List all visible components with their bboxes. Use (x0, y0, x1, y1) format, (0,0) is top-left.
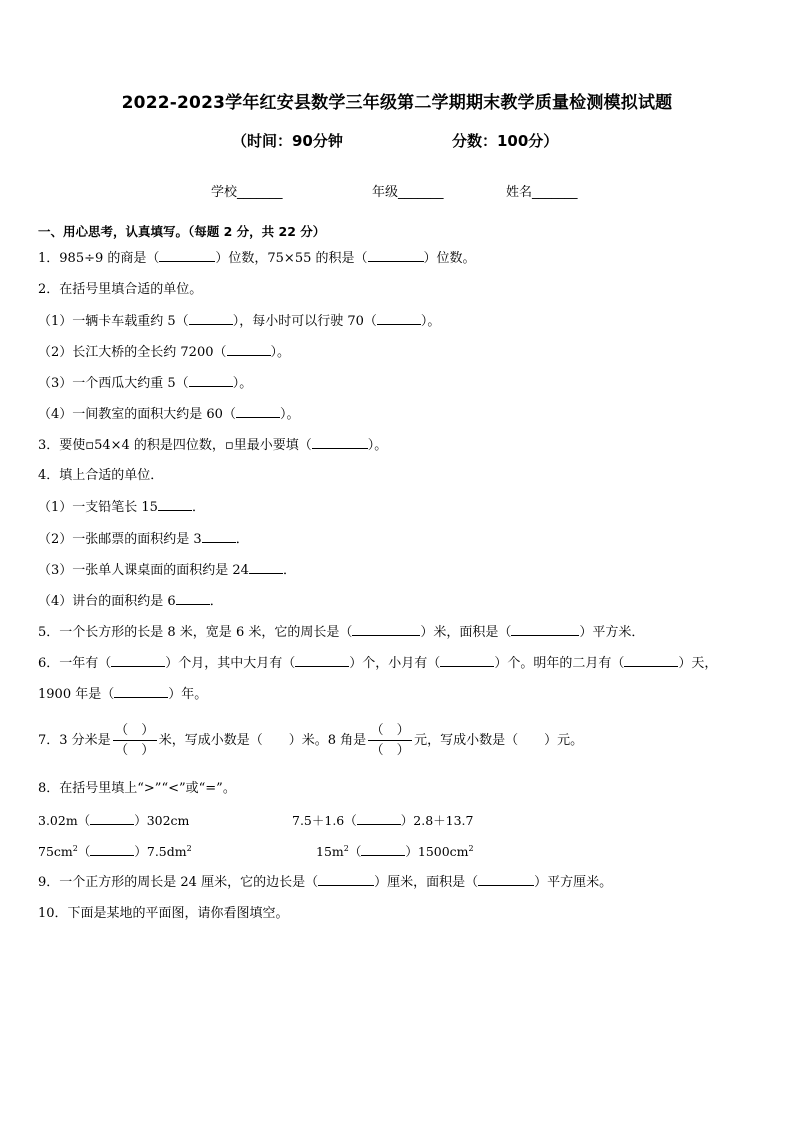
q7-text-a: 7．3 分米是 (38, 733, 111, 748)
answer-blank (368, 249, 424, 262)
answer-blank (158, 498, 192, 511)
exam-title: 2022-2023学年红安县数学三年级第二学期期末教学质量检测模拟试题 (121, 93, 673, 113)
q8-compare-4 (316, 842, 474, 860)
q6-text-d: ）个。明年的二月有（ (494, 656, 625, 671)
question-8-stem: 8．在括号里填上“>”“<”或“=”。 (38, 781, 236, 796)
q6-text-c: ）个，小月有（ (349, 656, 441, 671)
answer-blank (361, 843, 405, 856)
fraction-denominator (371, 742, 410, 759)
paren-open: （ (115, 743, 129, 758)
question-2-sub-4 (38, 405, 299, 424)
q6-text-g: ）年。 (168, 687, 208, 702)
paren-close: ） (141, 723, 155, 738)
answer-blank (176, 592, 210, 605)
q6-text-a: 6．一年有（ (38, 656, 112, 671)
q6-text-e: ）天， (678, 656, 718, 671)
question-6-line-2 (38, 685, 207, 704)
school-field: 学校_______ (211, 185, 283, 200)
question-1 (38, 249, 476, 268)
question-10: 10．下面是某地的平面图，请你看图填空。 (38, 906, 289, 921)
q4-s4-text: （4）讲台的面积约是 6 (38, 594, 176, 609)
q2-s3-text-b: ）。 (232, 376, 253, 391)
paren-close: ） (396, 743, 410, 758)
q3-text-a: 3．要使▫54×4 的积是四位数，▫里最小要填（ (38, 438, 312, 453)
q2-s3-text-a: （3）一个西瓜大约重 5（ (38, 376, 189, 391)
fraction-bar (113, 740, 157, 741)
answer-blank (249, 561, 283, 574)
question-2-sub-3 (38, 374, 252, 393)
question-6-line-1 (38, 654, 717, 673)
fraction-numerator (115, 722, 154, 739)
question-4-sub-4 (38, 592, 223, 611)
q8-compare-2 (292, 811, 473, 829)
answer-blank (357, 812, 401, 825)
question-4-stem: 4．填上合适的单位． (38, 468, 164, 483)
fraction-denominator (115, 742, 154, 759)
q1-text-c: ）位数。 (423, 251, 476, 266)
paren-open: （ (370, 723, 384, 738)
q5-text-b: ）米，面积是（ (420, 625, 512, 640)
q6-text-f: 1900 年是（ (38, 687, 115, 702)
q4-period: ． (282, 563, 296, 578)
answer-blank (624, 654, 678, 667)
q8-r1l-text-b: ）302cm (134, 813, 190, 828)
answer-blank (511, 623, 579, 636)
superscript-2: 2 (72, 844, 78, 853)
question-9 (38, 873, 612, 892)
answer-blank (352, 623, 420, 636)
q8-r2r-text-b: （ (348, 844, 362, 859)
answer-blank (377, 312, 421, 325)
q9-text-a: 9．一个正方形的周长是 24 厘米，它的边长是（ (38, 875, 319, 890)
paren-close: ） (141, 743, 155, 758)
q4-s2-text: （2）一张邮票的面积约是 3 (38, 532, 202, 547)
question-2-sub-1 (38, 312, 440, 331)
question-3 (38, 436, 387, 455)
q8-r1l-text-a: 3.02m（ (38, 813, 91, 828)
grade-field: 年级_______ (372, 185, 444, 200)
q8-r1r-text-b: ）2.8＋13.7 (400, 813, 474, 828)
q2-s2-text-b: ）。 (270, 345, 291, 360)
q3-text-b: ）。 (367, 438, 388, 453)
question-7 (38, 718, 583, 764)
q4-period: ． (209, 594, 223, 609)
q8-compare-3 (38, 842, 192, 860)
exam-score: 分数：100分） (452, 132, 559, 150)
q1-text-a: 1．985÷9 的商是（ (38, 251, 160, 266)
q8-compare-1 (38, 811, 189, 829)
answer-blank (90, 843, 134, 856)
exam-time: （时间：90分钟 (232, 132, 343, 150)
question-4-sub-3 (38, 561, 296, 580)
fraction-bar (368, 740, 412, 741)
answer-blank (227, 343, 271, 356)
q2-s1-text-c: ）。 (420, 314, 441, 329)
q5-text-a: 5．一个长方形的长是 8 米，宽是 6 米，它的周长是（ (38, 625, 353, 640)
section-heading: 一、用心思考，认真填写。（每题 2 分，共 22 分） (38, 224, 326, 239)
answer-blank (90, 812, 134, 825)
q5-text-c: ）平方米． (579, 625, 645, 640)
q8-r2l-text-a: 75cm (38, 844, 73, 859)
question-5 (38, 623, 644, 642)
q9-text-c: ）平方厘米。 (534, 875, 613, 890)
q8-r1r-text-a: 7.5＋1.6（ (292, 813, 357, 828)
answer-blank (478, 873, 534, 886)
q4-period: ． (235, 532, 249, 547)
answer-blank (295, 654, 349, 667)
answer-blank (159, 249, 215, 262)
q6-text-b: ）个月，其中大月有（ (165, 656, 296, 671)
superscript-2: 2 (468, 844, 474, 853)
superscript-2: 2 (343, 844, 349, 853)
superscript-2: 2 (186, 844, 192, 853)
question-4-sub-2 (38, 530, 249, 549)
paren-close: ） (396, 723, 410, 738)
q2-s4-text-a: （4）一间教室的面积大约是 60（ (38, 407, 236, 422)
fraction-blank (368, 722, 412, 759)
answer-blank (202, 530, 236, 543)
answer-blank (440, 654, 494, 667)
q2-s2-text-a: （2）长江大桥的全长约 7200（ (38, 345, 227, 360)
question-2-sub-2 (38, 343, 290, 362)
q7-text-b: 米，写成小数是（ ）米。8 角是 (158, 733, 367, 748)
paren-open: （ (370, 743, 384, 758)
q8-r2l-text-c: ）7.5dm (134, 844, 187, 859)
q2-s4-text-b: ）。 (279, 407, 300, 422)
q8-r2l-text-b: （ (77, 844, 91, 859)
q2-s1-text-a: （1）一辆卡车载重约 5（ (38, 314, 189, 329)
name-field: 姓名_______ (506, 185, 578, 200)
q2-s1-text-b: ），每小时可以行驶 70（ (232, 314, 377, 329)
fraction-numerator (371, 722, 410, 739)
answer-blank (312, 436, 368, 449)
answer-blank (189, 312, 233, 325)
q8-r2r-text-c: ）1500cm (405, 844, 469, 859)
answer-blank (189, 374, 233, 387)
q4-s1-text: （1）一支铅笔长 15 (38, 500, 158, 515)
answer-blank (114, 685, 168, 698)
q4-s3-text: （3）一张单人课桌面的面积约是 24 (38, 563, 249, 578)
answer-blank (236, 405, 280, 418)
question-2-stem: 2．在括号里填合适的单位。 (38, 282, 203, 297)
q8-r2r-text-a: 15m (316, 844, 344, 859)
question-4-sub-1 (38, 498, 205, 517)
q7-text-c: 元，写成小数是（ ）元。 (414, 733, 584, 748)
q1-text-b: ）位数，75×55 的积是（ (215, 251, 368, 266)
answer-blank (318, 873, 374, 886)
q4-period: ． (191, 500, 205, 515)
paren-open: （ (115, 723, 129, 738)
answer-blank (111, 654, 165, 667)
fraction-blank (113, 722, 157, 759)
q9-text-b: ）厘米，面积是（ (374, 875, 479, 890)
